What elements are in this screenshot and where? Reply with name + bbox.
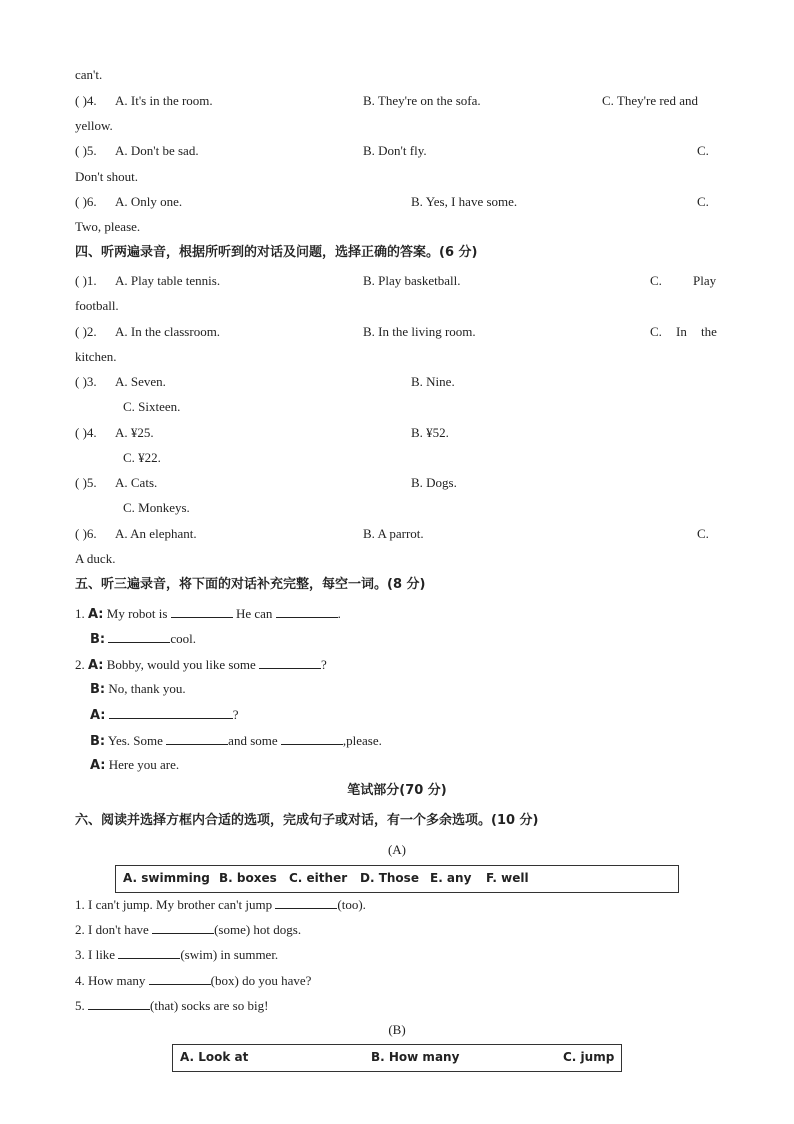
p3-q4-option-c: C. They're red and (602, 93, 698, 108)
answer-blank[interactable] (88, 997, 150, 1010)
p4-q5-option-b: B. Dogs. (411, 475, 457, 490)
written-part-title: 笔试部分(70 分) (347, 783, 447, 798)
sentence-5-text: 5. (75, 998, 85, 1013)
p4-q1-number[interactable]: ( )1. (75, 273, 97, 288)
speaker-a: A: (90, 708, 106, 723)
sentence-3-hint: (swim) in summer. (180, 947, 279, 962)
word-bank-b-option: A. Look at (180, 1050, 249, 1064)
word-bank-b (172, 1044, 622, 1072)
answer-blank[interactable] (118, 946, 180, 959)
section-b-label: (B) (388, 1022, 406, 1037)
sentence-4-text: 4. How many (75, 973, 146, 988)
p4-q2-option-c-letter: C. (650, 324, 662, 339)
sentence-2 (75, 921, 301, 938)
dialog2-text5: Yes. Some (107, 733, 163, 748)
dialog2-line2 (90, 681, 186, 698)
p4-q2-option-b: B. In the living room. (363, 324, 476, 339)
p4-q3-option-c: C. Sixteen. (123, 399, 181, 414)
p4-q6-number[interactable]: ( )6. (75, 526, 97, 541)
p3-q5-number[interactable]: ( )5. (75, 143, 97, 158)
dialog2-text1: Bobby, would you like some (106, 657, 256, 672)
sentence-4 (75, 972, 311, 989)
p3-q6-option-a: A. Only one. (115, 194, 183, 209)
p3-q6-option-b: B. Yes, I have some. (411, 194, 518, 209)
p3-q4-option-a: A. It's in the room. (115, 93, 213, 108)
answer-blank[interactable] (109, 706, 233, 719)
p4-q6-option-c: C. (697, 526, 709, 541)
p3-q4-option-b: B. They're on the sofa. (363, 93, 481, 108)
dialog2-text6: and some (228, 733, 278, 748)
p4-q1-option-c-text: Play (693, 273, 717, 288)
dialog2-line3 (90, 706, 239, 724)
p3-q5-option-a: A. Don't be sad. (115, 143, 199, 158)
dialog2-line4 (90, 732, 382, 750)
sentence-1-text: 1. I can't jump. My brother can't jump (75, 897, 273, 912)
speaker-a: A: (88, 658, 104, 673)
part6-heading: 六、阅读并选择方框内合适的选项，完成句子或对话，有一个多余选项。(10 分) (75, 813, 539, 828)
answer-blank[interactable] (171, 605, 233, 618)
dialog1-text1: My robot is (106, 606, 168, 621)
p4-q1-option-a: A. Play table tennis. (115, 273, 221, 288)
word-bank-a-option: E. any (430, 871, 472, 885)
p4-q1-option-b: B. Play basketball. (363, 273, 461, 288)
sentence-3-text: 3. I like (75, 947, 116, 962)
p4-q5-number[interactable]: ( )5. (75, 475, 97, 490)
p4-q3-number[interactable]: ( )3. (75, 374, 97, 389)
word-bank-b-option: C. jump (563, 1050, 615, 1064)
p4-q3-option-b: B. Nine. (411, 374, 455, 389)
sentence-1-hint: (too). (337, 897, 366, 912)
p4-q2-option-a: A. In the classroom. (115, 324, 221, 339)
answer-blank[interactable] (149, 972, 211, 985)
sentence-2-hint: (some) hot dogs. (214, 922, 302, 937)
dialog2-number: 2. (75, 657, 85, 672)
answer-blank[interactable] (259, 656, 321, 669)
speaker-a: A: (90, 758, 106, 773)
part5-heading: 五、听三遍录音，将下面的对话补充完整，每空一词。(8 分) (75, 577, 426, 592)
speaker-a: A: (88, 607, 104, 622)
p4-q2-option-c-word2: the (701, 324, 717, 339)
dialog2-line1 (75, 656, 327, 674)
p4-q2-number[interactable]: ( )2. (75, 324, 97, 339)
dialog1-line1 (75, 605, 341, 623)
p3-q6-number[interactable]: ( )6. (75, 194, 97, 209)
dialog2-text7: ,please. (342, 733, 382, 748)
q3-continuation: can't. (75, 67, 103, 82)
p4-q5-option-a: A. Cats. (115, 475, 158, 490)
sentence-1 (75, 896, 366, 913)
dialog1-number: 1. (75, 606, 85, 621)
dialog2-text4: ? (232, 707, 239, 722)
p3-q5-option-b: B. Don't fly. (363, 143, 427, 158)
word-bank-a-option: D. Those (360, 871, 419, 885)
speaker-b: B: (90, 734, 106, 749)
answer-blank[interactable] (152, 921, 214, 934)
section-a-label: (A) (387, 842, 407, 857)
p3-q4-number[interactable]: ( )4. (75, 93, 97, 108)
p3-q6-continuation: Two, please. (75, 219, 141, 234)
p3-q5-continuation: Don't shout. (75, 169, 139, 184)
sentence-5-hint: (that) socks are so big! (150, 998, 269, 1013)
p4-q2-option-c-word1: In (676, 324, 687, 339)
p4-q4-option-a: A. ¥25. (115, 425, 154, 440)
p4-q3-option-a: A. Seven. (115, 374, 166, 389)
dialog2-text2: ? (321, 657, 327, 672)
answer-blank[interactable] (276, 605, 338, 618)
sentence-5 (75, 997, 268, 1014)
p4-q4-option-c: C. ¥22. (123, 450, 161, 465)
answer-blank[interactable] (108, 630, 170, 643)
speaker-b: B: (90, 682, 106, 697)
sentence-4-hint: (box) do you have? (210, 973, 312, 988)
word-bank-a-option: C. either (289, 871, 348, 885)
p4-q5-option-c: C. Monkeys. (123, 500, 190, 515)
answer-blank[interactable] (166, 732, 228, 745)
p3-q5-option-c: C. (697, 143, 709, 158)
p4-q6-option-a: A. An elephant. (115, 526, 197, 541)
dialog1-line2 (90, 630, 196, 648)
speaker-b: B: (90, 632, 106, 647)
dialog2-line5 (90, 757, 179, 774)
answer-blank[interactable] (275, 896, 337, 909)
dialog2-text3: No, thank you. (108, 681, 186, 696)
p4-q1-continuation: football. (75, 298, 119, 313)
word-bank-a-option: B. boxes (219, 871, 277, 885)
word-bank-a-option: F. well (486, 871, 529, 885)
answer-blank[interactable] (281, 732, 343, 745)
sentence-2-text: 2. I don't have (75, 922, 149, 937)
sentence-3 (75, 946, 278, 963)
p4-q4-option-b: B. ¥52. (411, 425, 449, 440)
p4-q6-continuation: A duck. (75, 551, 116, 566)
word-bank-a (115, 865, 679, 893)
p3-q6-option-c: C. (697, 194, 709, 209)
word-bank-b-option: B. How many (371, 1050, 460, 1064)
p4-q1-option-c-letter: C. (650, 273, 662, 288)
word-bank-a-option: A. swimming (123, 871, 210, 885)
p4-q4-number[interactable]: ( )4. (75, 425, 97, 440)
p3-q4-continuation: yellow. (75, 118, 113, 133)
p4-q6-option-b: B. A parrot. (363, 526, 424, 541)
dialog1-text4: cool. (170, 631, 196, 646)
dialog1-text3: . (337, 606, 341, 621)
part4-heading: 四、听两遍录音，根据所听到的对话及问题，选择正确的答案。(6 分) (75, 245, 478, 260)
p4-q2-continuation: kitchen. (75, 349, 117, 364)
dialog2-text8: Here you are. (108, 757, 180, 772)
dialog1-text2: He can (235, 606, 273, 621)
